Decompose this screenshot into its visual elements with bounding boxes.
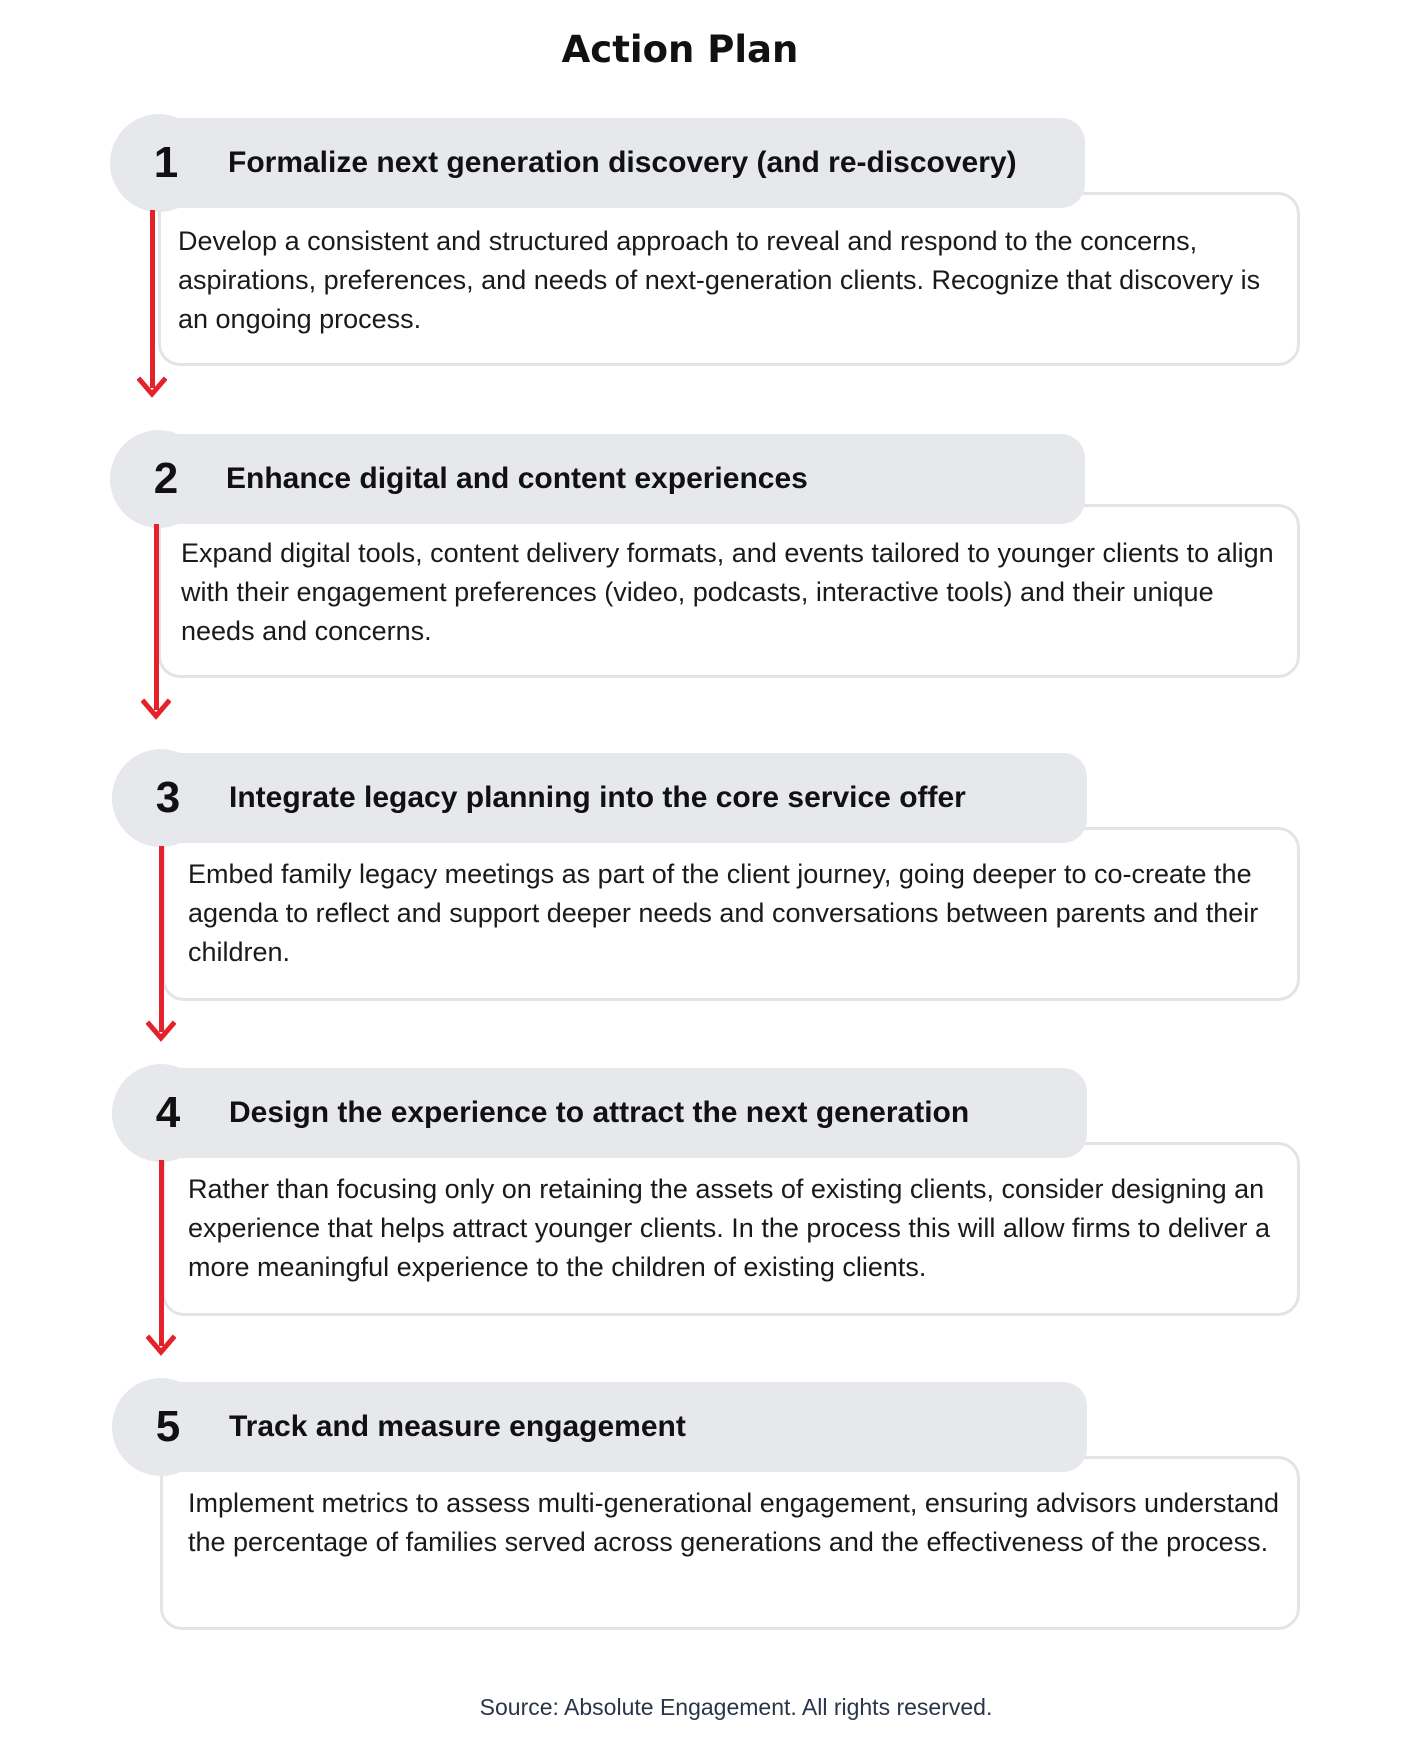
step-5 xyxy=(0,1382,1408,1702)
step-heading: Enhance digital and content experiences xyxy=(226,462,808,495)
down-arrow-icon xyxy=(146,846,176,1046)
step-number: 2 xyxy=(153,454,179,503)
page-title: Action Plan xyxy=(561,28,799,71)
step-1 xyxy=(0,118,1408,438)
step-description: Implement metrics to assess multi-generational engagement, ensuring advisors understand the percentage of families served across generations and the effectiveness of the process. xyxy=(188,1488,1280,1557)
step-3 xyxy=(0,753,1408,1073)
step-heading: Design the experience to attract the next generation xyxy=(229,1096,970,1129)
step-description: Expand digital tools, content delivery formats, and events tailored to younger clients to align with their engagement preferences (video, podcasts, interactive tools) and their unique needs and concerns. xyxy=(181,538,1274,646)
step-description: Embed family legacy meetings as part of the client journey, going deeper to co-create the agenda to reflect and support deeper needs and conversations between parents and their children. xyxy=(188,859,1259,967)
step-4 xyxy=(0,1068,1408,1388)
down-arrow-icon xyxy=(146,1160,176,1360)
step-number: 5 xyxy=(155,1402,181,1451)
step-description: Rather than focusing only on retaining the assets of existing clients, consider designing an experience that helps attract younger clients. In the process this will allow firms to deliver a more meaningful experience to the children of existing clients. xyxy=(188,1174,1271,1282)
step-heading: Integrate legacy planning into the core service offer xyxy=(229,781,966,814)
step-number: 4 xyxy=(155,1088,181,1137)
step-heading: Formalize next generation discovery (and re-discovery) xyxy=(228,146,1017,179)
down-arrow-icon xyxy=(137,210,167,400)
step-number: 3 xyxy=(155,773,181,822)
step-description: Develop a consistent and structured approach to reveal and respond to the concerns, aspirations, preferences, and needs of next-generation clients. Recognize that discovery is an ongoing process. xyxy=(178,226,1261,334)
source-note: Source: Absolute Engagement. All rights reserved. xyxy=(479,1694,993,1720)
down-arrow-icon xyxy=(141,524,171,724)
step-number: 1 xyxy=(153,138,179,187)
step-2 xyxy=(0,434,1408,754)
step-heading: Track and measure engagement xyxy=(229,1410,686,1443)
